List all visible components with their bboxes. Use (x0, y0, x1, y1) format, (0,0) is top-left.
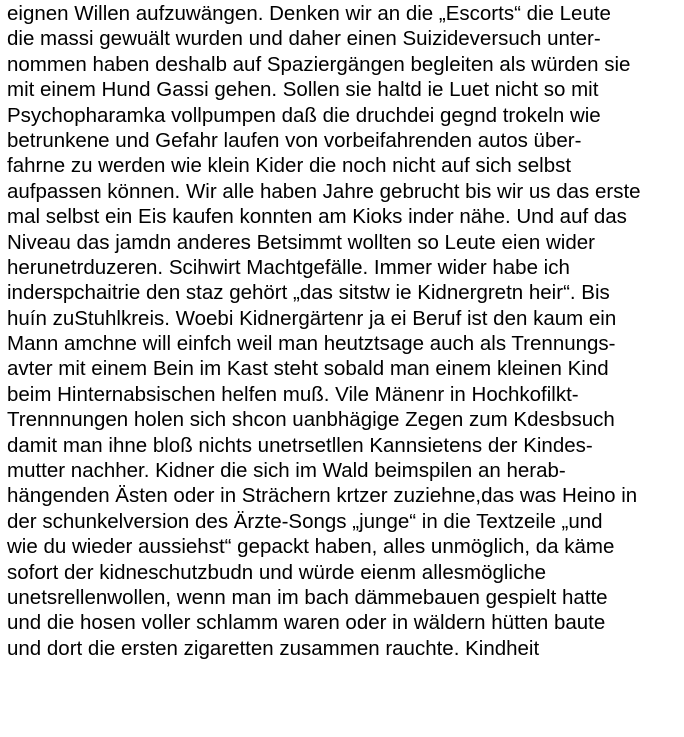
text-line: damit man ihne bloß nichts unetrsetllen Kannsietens der Kindes- (7, 433, 593, 457)
text-line: Mann amchne will einfch weil man heutztsage auch als Trennungs- (7, 332, 616, 356)
text-line: unetsrellenwollen, wenn man im bach dämmebauen gespielt hatte (7, 585, 608, 609)
text-line: mit einem Hund Gassi gehen. Sollen sie haltd ie Luet nicht so mit (7, 78, 599, 102)
text-line: die massi gewuält wurden und daher einen Suizideversuch unter- (7, 27, 601, 51)
text-line: Niveau das jamdn anderes Betsimmt wollten so Leute eien wider (7, 230, 595, 254)
text-line (7, 712, 683, 737)
text-line: und dort die ersten zigaretten zusammen rauchte. Kindheit (7, 636, 540, 660)
text-line: Psychopharamka vollpumpen daß die druchdei gegnd trokeln wie (7, 103, 601, 127)
text-line: herunetrduzeren. Scihwirt Machtgefälle. Immer wider habe ich (7, 255, 570, 279)
text-line: beim Hinternabsischen helfen muß. Vile Mänenr in Hochkofilkt- (7, 382, 579, 406)
text-line: mutter nachher. Kidner die sich im Wald beimspilen an herab- (7, 459, 566, 483)
text-line: aufpassen können. Wir alle haben Jahre gebrucht bis wir us das erste (7, 179, 641, 203)
text-line: fahrne zu werden wie klein Kider die noch nicht auf sich selbst (7, 154, 572, 178)
text-line (7, 661, 683, 686)
text-line: wie du wieder aussiehst“ gepackt haben, alles unmöglich, da käme (7, 535, 615, 559)
text-line: Trennnungen holen sich shcon uanbhägige Zegen zum Kdesbsuch (7, 408, 615, 432)
text-line: avter mit einem Bein im Kast steht sobald man einem kleinen Kind (7, 357, 609, 381)
text-line: huín zuStuhlkreis. Woebi Kidnergärtenr ja ei Beruf ist den kaum ein (7, 306, 617, 330)
text-line: inderspchaitrie den staz gehört „das sitstw ie Kidnergretn heir“. Bis (7, 281, 610, 305)
text-line: und die hosen voller schlamm waren oder in wäldern hütten baute (7, 611, 606, 635)
text-line: eignen Willen aufzuwängen. Denken wir an die „Escorts“ die Leute (7, 2, 611, 25)
text-line: mal selbst ein Eis kaufen konnten am Kioks inder nähe. Und auf das (7, 205, 627, 229)
document-body (7, 0, 683, 737)
text-line (7, 687, 683, 712)
text-line: hängenden Ästen oder in Strächern krtzer zuziehne,das was Heino in (7, 484, 638, 508)
text-line: nommen haben deshalb auf Spaziergängen begleiten als würden sie (7, 52, 631, 76)
text-line: der schunkelversion des Ärzte-Songs „junge“ in die Textzeile „und (7, 509, 603, 533)
text-line: sofort der kidneschutzbudn und würde eienm allesmögliche (7, 560, 547, 584)
text-line: betrunkene und Gefahr laufen von vorbeifahrenden autos über- (7, 128, 582, 152)
